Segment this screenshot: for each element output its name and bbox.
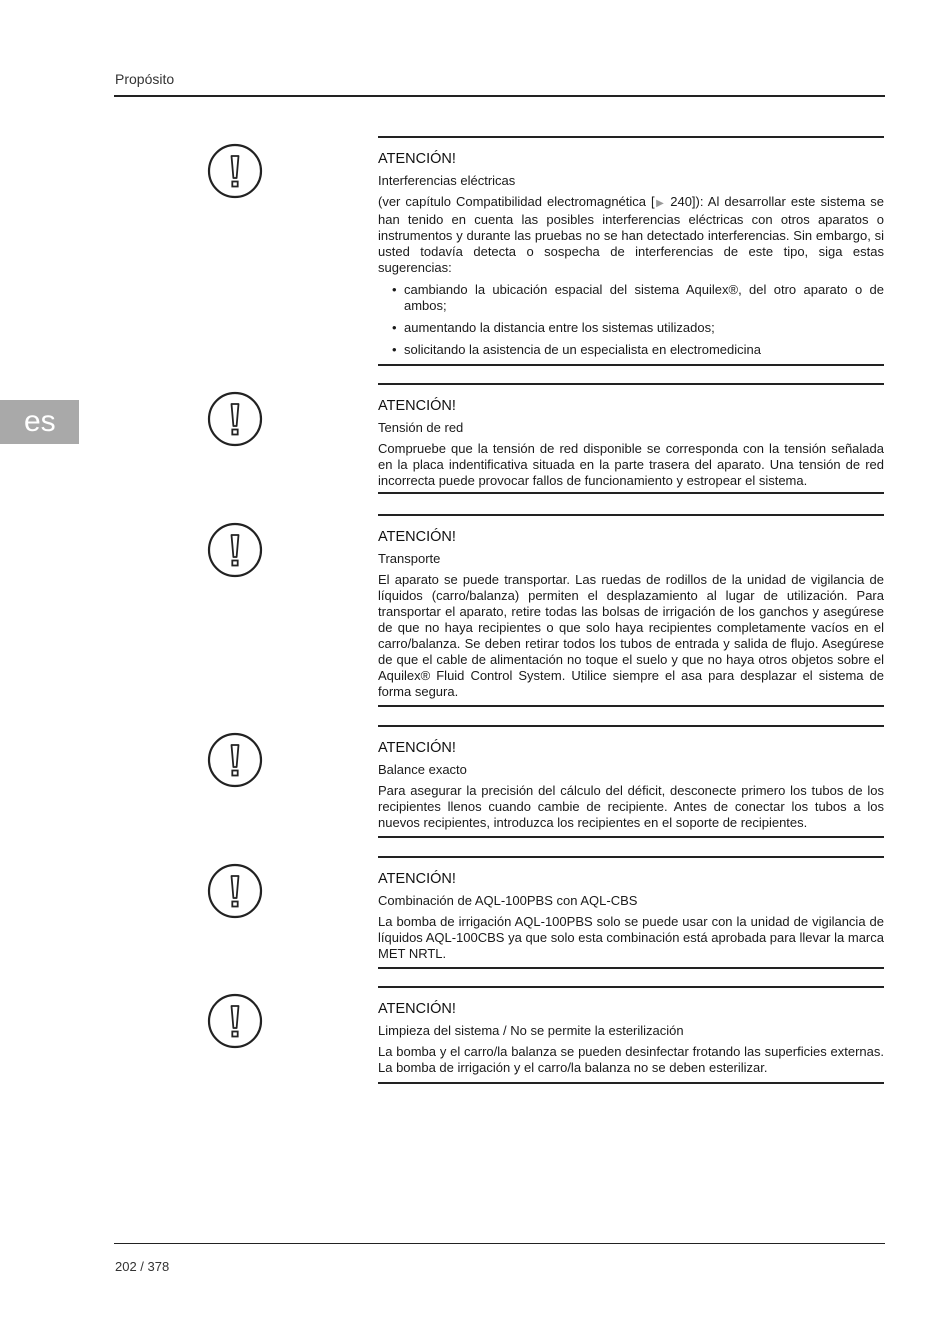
list-item	[378, 282, 884, 314]
page-section-title: Propósito	[115, 71, 175, 87]
bullet: •	[392, 342, 397, 357]
warning-body-prefix: (ver capítulo Compatibilidad electromagnética [	[378, 194, 655, 209]
warning-subtitle: Interferencias eléctricas	[378, 173, 516, 188]
warning-title: ATENCIÓN!	[378, 1001, 456, 1017]
warning-exclamation-icon	[207, 732, 263, 788]
warning-block-cleaning	[378, 986, 884, 1084]
list-item	[378, 342, 884, 358]
warning-exclamation-icon	[207, 391, 263, 447]
list-item-text: cambiando la ubicación espacial del sistema Aquilex®, del otro aparato o de ambos;	[404, 282, 884, 313]
list-item-text: solicitando la asistencia de un especialista en electromedicina	[404, 342, 761, 357]
warning-exclamation-icon	[207, 522, 263, 578]
warning-block-exact-balance	[378, 725, 884, 838]
warning-title: ATENCIÓN!	[378, 151, 456, 167]
warning-body	[378, 194, 884, 276]
warning-title: ATENCIÓN!	[378, 398, 456, 414]
warning-block-mains-voltage	[378, 383, 884, 494]
warning-title: ATENCIÓN!	[378, 529, 456, 545]
warning-body-suffix: 240]): Al desarrollar este sistema se han tenido en cuenta las posibles interferencias eléctricas con otros aparatos o instrumentos y durante las pruebas no se han detectado interferencias. Sin embargo, si usted todavía detecta o sospecha de interferencias de este tipo, siga estas sugerencias:	[378, 194, 884, 275]
warning-block-transport	[378, 514, 884, 707]
list-item	[378, 320, 884, 336]
warning-exclamation-icon	[207, 143, 263, 199]
bullet: •	[392, 320, 397, 335]
warning-exclamation-icon	[207, 863, 263, 919]
warning-body: La bomba y el carro/la balanza se pueden desinfectar frotando las superficies externas. La bomba de irrigación y el carro/la balanza no se deben esterilizar.	[378, 1044, 884, 1075]
warning-exclamation-icon	[207, 993, 263, 1049]
header-divider	[114, 95, 885, 97]
warning-subtitle: Limpieza del sistema / No se permite la esterilización	[378, 1023, 684, 1038]
bullet: •	[392, 282, 397, 297]
page-number: 202 / 378	[115, 1259, 170, 1274]
warning-body: La bomba de irrigación AQL-100PBS solo se puede usar con la unidad de vigilancia de líquidos AQL-100CBS ya que solo esta combinación está aprobada para llevar la marca MET NRTL.	[378, 914, 884, 961]
warning-block-interference	[378, 136, 884, 366]
language-tab: es	[0, 400, 79, 444]
warning-subtitle: Balance exacto	[378, 762, 467, 777]
suggestion-list	[378, 282, 884, 358]
warning-title: ATENCIÓN!	[378, 871, 456, 887]
warning-body: El aparato se puede transportar. Las ruedas de rodillos de la unidad de vigilancia de líquidos (carro/balanza) permiten el desplazamiento al lugar de utilización. Para transportar el aparato, retire todas las bolsas de irrigación de los ganchos y asegúrese de que no haya recipientes o que solo haya recipientes completamente vacíos en el carro/balanza. Se deben retirar todos los tubos de entrada y salida de flujo. Asegúrese de que el cable de alimentación no toque el suelo y que no haya otros objetos sobre el Aquilex® Fluid Control System. Utilice siempre el asa para desplazar el sistema de forma segura.	[378, 572, 884, 699]
reference-arrow-icon: ▶	[654, 198, 666, 209]
warning-body: Compruebe que la tensión de red disponible se corresponda con la tensión señalada en la placa indentificativa situada en la parte trasera del aparato. Una tensión de red incorrecta puede provocar fallos de funcionamiento y estropear el sistema.	[378, 441, 884, 488]
list-item-text: aumentando la distancia entre los sistemas utilizados;	[404, 320, 715, 335]
warning-body: Para asegurar la precisión del cálculo del déficit, desconecte primero los tubos de los recipientes llenos cuando cambie de recipiente. Antes de conectar los tubos a los nuevos recipientes, introduzca los recipientes en el soporte de recipientes.	[378, 783, 884, 830]
warning-subtitle: Combinación de AQL-100PBS con AQL-CBS	[378, 893, 638, 908]
footer-divider	[114, 1243, 885, 1244]
warning-block-pump-combination	[378, 856, 884, 969]
warning-title: ATENCIÓN!	[378, 740, 456, 756]
warning-subtitle: Tensión de red	[378, 420, 464, 435]
warning-subtitle: Transporte	[378, 551, 441, 566]
